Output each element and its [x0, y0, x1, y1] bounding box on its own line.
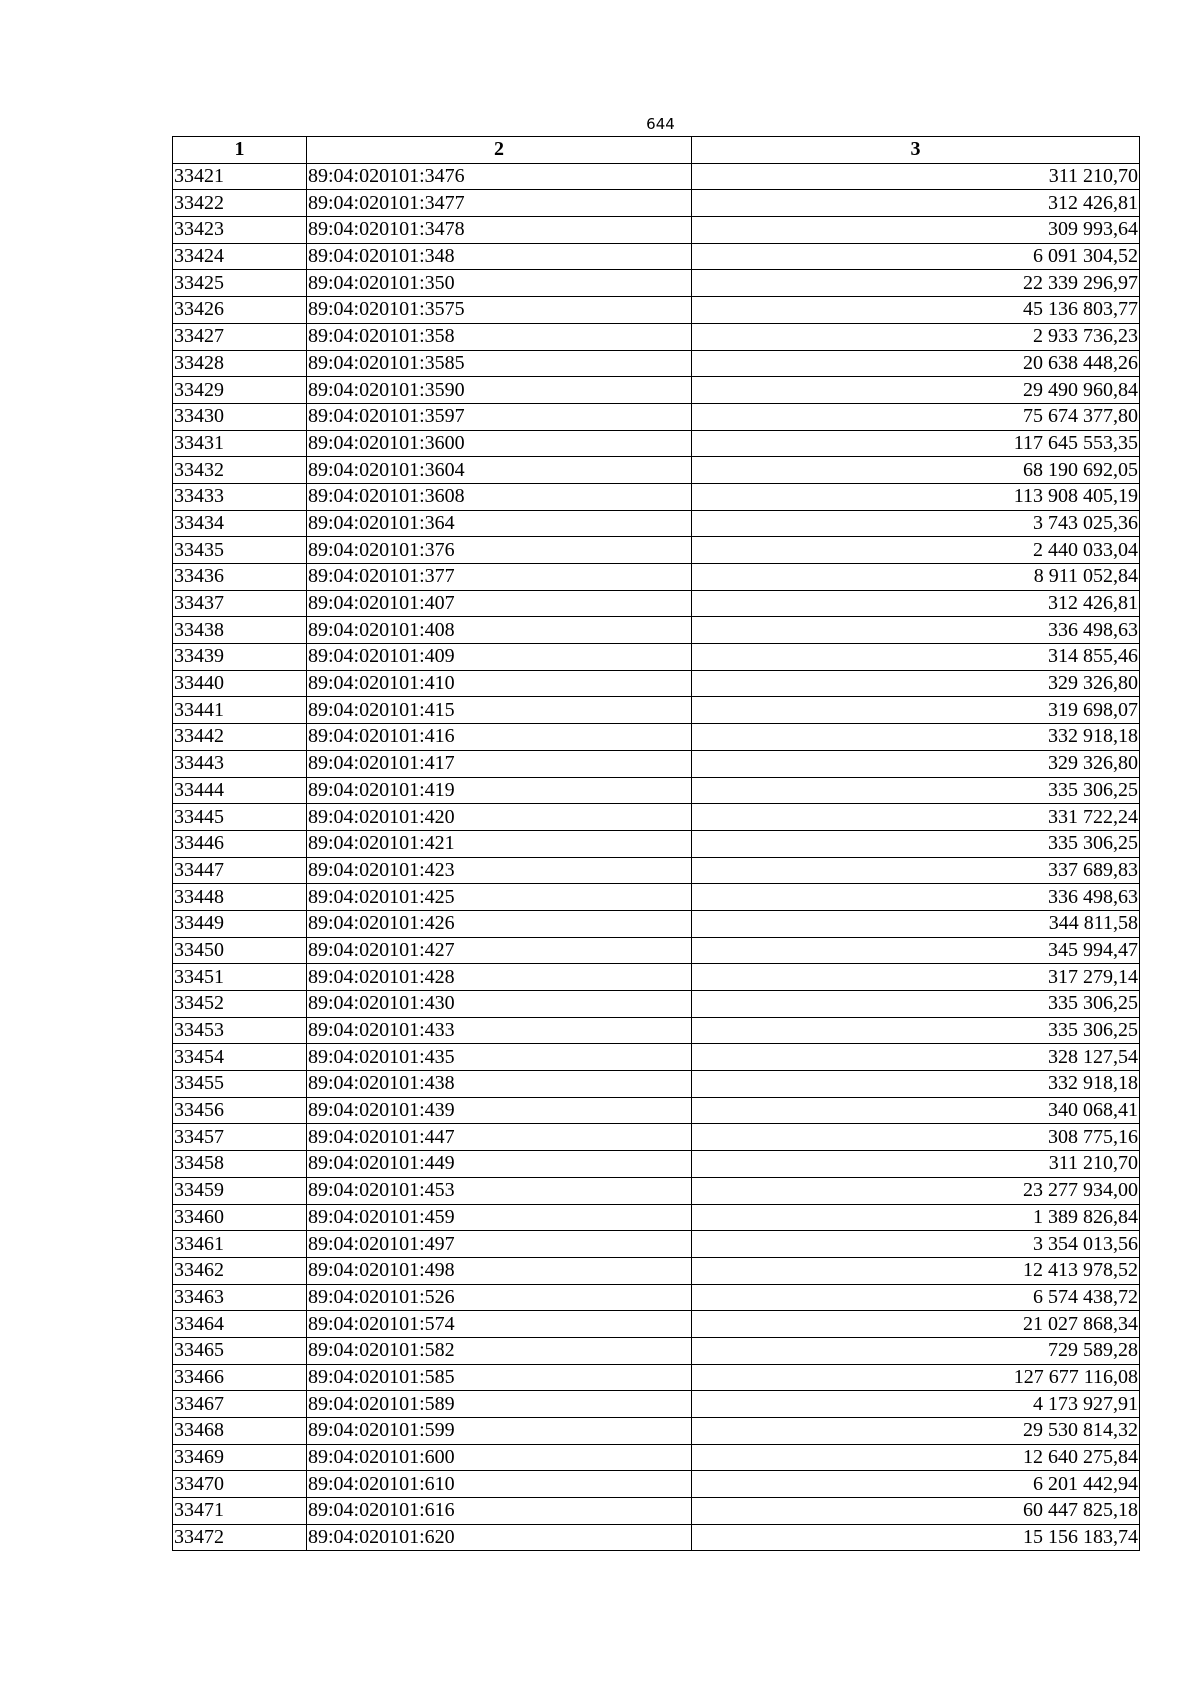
value-cell: 113 908 405,19 [692, 483, 1140, 510]
row-number-cell: 33468 [173, 1418, 307, 1445]
value-cell: 6 574 438,72 [692, 1284, 1140, 1311]
row-number-cell: 33427 [173, 323, 307, 350]
table-row [173, 644, 1140, 671]
cadastral-number-cell: 89:04:020101:574 [307, 1311, 692, 1338]
cadastral-number-cell: 89:04:020101:447 [307, 1124, 692, 1151]
table-row [173, 1364, 1140, 1391]
cadastral-number-cell: 89:04:020101:416 [307, 724, 692, 751]
table-row [173, 697, 1140, 724]
row-number-cell: 33438 [173, 617, 307, 644]
table-row [173, 1204, 1140, 1231]
data-table [172, 136, 1140, 1551]
value-cell: 344 811,58 [692, 910, 1140, 937]
row-number-cell: 33443 [173, 750, 307, 777]
table-row [173, 1017, 1140, 1044]
table-row [173, 1071, 1140, 1098]
table-row [173, 1444, 1140, 1471]
row-number-cell: 33467 [173, 1391, 307, 1418]
value-cell: 8 911 052,84 [692, 564, 1140, 591]
cadastral-number-cell: 89:04:020101:610 [307, 1471, 692, 1498]
cadastral-number-cell: 89:04:020101:616 [307, 1498, 692, 1525]
row-number-cell: 33463 [173, 1284, 307, 1311]
value-cell: 319 698,07 [692, 697, 1140, 724]
table-row [173, 910, 1140, 937]
row-number-cell: 33462 [173, 1257, 307, 1284]
cadastral-number-cell: 89:04:020101:600 [307, 1444, 692, 1471]
table-row [173, 857, 1140, 884]
cadastral-number-cell: 89:04:020101:526 [307, 1284, 692, 1311]
cadastral-number-cell: 89:04:020101:421 [307, 830, 692, 857]
column-header-2: 2 [307, 137, 692, 164]
row-number-cell: 33434 [173, 510, 307, 537]
table-row [173, 457, 1140, 484]
row-number-cell: 33449 [173, 910, 307, 937]
cadastral-number-cell: 89:04:020101:408 [307, 617, 692, 644]
row-number-cell: 33447 [173, 857, 307, 884]
row-number-cell: 33441 [173, 697, 307, 724]
row-number-cell: 33464 [173, 1311, 307, 1338]
value-cell: 127 677 116,08 [692, 1364, 1140, 1391]
table-row [173, 884, 1140, 911]
row-number-cell: 33436 [173, 564, 307, 591]
table-row [173, 430, 1140, 457]
value-cell: 2 933 736,23 [692, 323, 1140, 350]
row-number-cell: 33446 [173, 830, 307, 857]
value-cell: 12 640 275,84 [692, 1444, 1140, 1471]
value-cell: 12 413 978,52 [692, 1257, 1140, 1284]
row-number-cell: 33430 [173, 403, 307, 430]
value-cell: 311 210,70 [692, 1151, 1140, 1178]
table-row [173, 1151, 1140, 1178]
table-row [173, 510, 1140, 537]
value-cell: 329 326,80 [692, 670, 1140, 697]
cadastral-number-cell: 89:04:020101:459 [307, 1204, 692, 1231]
value-cell: 2 440 033,04 [692, 537, 1140, 564]
cadastral-number-cell: 89:04:020101:3600 [307, 430, 692, 457]
row-number-cell: 33452 [173, 991, 307, 1018]
cadastral-number-cell: 89:04:020101:3597 [307, 403, 692, 430]
value-cell: 317 279,14 [692, 964, 1140, 991]
cadastral-number-cell: 89:04:020101:433 [307, 1017, 692, 1044]
row-number-cell: 33435 [173, 537, 307, 564]
cadastral-number-cell: 89:04:020101:582 [307, 1337, 692, 1364]
row-number-cell: 33455 [173, 1071, 307, 1098]
value-cell: 29 490 960,84 [692, 377, 1140, 404]
value-cell: 729 589,28 [692, 1337, 1140, 1364]
row-number-cell: 33423 [173, 217, 307, 244]
cadastral-number-cell: 89:04:020101:3477 [307, 190, 692, 217]
value-cell: 6 201 442,94 [692, 1471, 1140, 1498]
row-number-cell: 33425 [173, 270, 307, 297]
cadastral-number-cell: 89:04:020101:3476 [307, 163, 692, 190]
row-number-cell: 33457 [173, 1124, 307, 1151]
table-row [173, 403, 1140, 430]
cadastral-number-cell: 89:04:020101:428 [307, 964, 692, 991]
row-number-cell: 33448 [173, 884, 307, 911]
table-row [173, 1391, 1140, 1418]
table-row [173, 991, 1140, 1018]
row-number-cell: 33451 [173, 964, 307, 991]
cadastral-number-cell: 89:04:020101:358 [307, 323, 692, 350]
value-cell: 29 530 814,32 [692, 1418, 1140, 1445]
value-cell: 117 645 553,35 [692, 430, 1140, 457]
value-cell: 336 498,63 [692, 884, 1140, 911]
value-cell: 22 339 296,97 [692, 270, 1140, 297]
value-cell: 309 993,64 [692, 217, 1140, 244]
table-row [173, 1231, 1140, 1258]
row-number-cell: 33471 [173, 1498, 307, 1525]
table-row [173, 1498, 1140, 1525]
value-cell: 20 638 448,26 [692, 350, 1140, 377]
cadastral-number-cell: 89:04:020101:585 [307, 1364, 692, 1391]
value-cell: 314 855,46 [692, 644, 1140, 671]
table-row [173, 1337, 1140, 1364]
value-cell: 328 127,54 [692, 1044, 1140, 1071]
table-row [173, 937, 1140, 964]
table-row [173, 830, 1140, 857]
row-number-cell: 33421 [173, 163, 307, 190]
cadastral-number-cell: 89:04:020101:377 [307, 564, 692, 591]
row-number-cell: 33444 [173, 777, 307, 804]
row-number-cell: 33440 [173, 670, 307, 697]
table-row [173, 217, 1140, 244]
row-number-cell: 33456 [173, 1097, 307, 1124]
value-cell: 340 068,41 [692, 1097, 1140, 1124]
cadastral-number-cell: 89:04:020101:498 [307, 1257, 692, 1284]
value-cell: 75 674 377,80 [692, 403, 1140, 430]
table-row [173, 777, 1140, 804]
row-number-cell: 33445 [173, 804, 307, 831]
table-row [173, 377, 1140, 404]
cadastral-number-cell: 89:04:020101:435 [307, 1044, 692, 1071]
page-number: 644 [646, 115, 675, 133]
value-cell: 4 173 927,91 [692, 1391, 1140, 1418]
value-cell: 60 447 825,18 [692, 1498, 1140, 1525]
cadastral-number-cell: 89:04:020101:3575 [307, 297, 692, 324]
row-number-cell: 33422 [173, 190, 307, 217]
value-cell: 6 091 304,52 [692, 243, 1140, 270]
table-row [173, 243, 1140, 270]
table-row [173, 1524, 1140, 1551]
table-row [173, 1418, 1140, 1445]
table-row [173, 617, 1140, 644]
row-number-cell: 33450 [173, 937, 307, 964]
cadastral-number-cell: 89:04:020101:497 [307, 1231, 692, 1258]
cadastral-number-cell: 89:04:020101:376 [307, 537, 692, 564]
value-cell: 335 306,25 [692, 777, 1140, 804]
row-number-cell: 33459 [173, 1177, 307, 1204]
table-row [173, 297, 1140, 324]
value-cell: 23 277 934,00 [692, 1177, 1140, 1204]
row-number-cell: 33466 [173, 1364, 307, 1391]
table-row [173, 750, 1140, 777]
column-header-3: 3 [692, 137, 1140, 164]
row-number-cell: 33453 [173, 1017, 307, 1044]
cadastral-number-cell: 89:04:020101:3590 [307, 377, 692, 404]
value-cell: 68 190 692,05 [692, 457, 1140, 484]
value-cell: 335 306,25 [692, 1017, 1140, 1044]
row-number-cell: 33432 [173, 457, 307, 484]
value-cell: 3 743 025,36 [692, 510, 1140, 537]
value-cell: 337 689,83 [692, 857, 1140, 884]
value-cell: 329 326,80 [692, 750, 1140, 777]
row-number-cell: 33460 [173, 1204, 307, 1231]
table-body [173, 163, 1140, 1551]
table-row [173, 1257, 1140, 1284]
cadastral-number-cell: 89:04:020101:3478 [307, 217, 692, 244]
row-number-cell: 33472 [173, 1524, 307, 1551]
table-row [173, 270, 1140, 297]
cadastral-number-cell: 89:04:020101:420 [307, 804, 692, 831]
value-cell: 335 306,25 [692, 830, 1140, 857]
row-number-cell: 33433 [173, 483, 307, 510]
table-row [173, 1044, 1140, 1071]
cadastral-number-cell: 89:04:020101:415 [307, 697, 692, 724]
row-number-cell: 33426 [173, 297, 307, 324]
cadastral-number-cell: 89:04:020101:427 [307, 937, 692, 964]
table-row [173, 804, 1140, 831]
value-cell: 1 389 826,84 [692, 1204, 1140, 1231]
value-cell: 15 156 183,74 [692, 1524, 1140, 1551]
table-row [173, 564, 1140, 591]
table-row [173, 964, 1140, 991]
table-row [173, 1124, 1140, 1151]
value-cell: 45 136 803,77 [692, 297, 1140, 324]
table-row [173, 483, 1140, 510]
cadastral-number-cell: 89:04:020101:409 [307, 644, 692, 671]
table-row [173, 190, 1140, 217]
value-cell: 345 994,47 [692, 937, 1140, 964]
column-header-1: 1 [173, 137, 307, 164]
value-cell: 331 722,24 [692, 804, 1140, 831]
cadastral-number-cell: 89:04:020101:3585 [307, 350, 692, 377]
table-row [173, 1471, 1140, 1498]
row-number-cell: 33469 [173, 1444, 307, 1471]
value-cell: 21 027 868,34 [692, 1311, 1140, 1338]
row-number-cell: 33470 [173, 1471, 307, 1498]
cadastral-number-cell: 89:04:020101:438 [307, 1071, 692, 1098]
cadastral-number-cell: 89:04:020101:449 [307, 1151, 692, 1178]
row-number-cell: 33454 [173, 1044, 307, 1071]
cadastral-number-cell: 89:04:020101:419 [307, 777, 692, 804]
cadastral-number-cell: 89:04:020101:407 [307, 590, 692, 617]
table-row [173, 724, 1140, 751]
row-number-cell: 33431 [173, 430, 307, 457]
cadastral-number-cell: 89:04:020101:350 [307, 270, 692, 297]
cadastral-number-cell: 89:04:020101:364 [307, 510, 692, 537]
cadastral-number-cell: 89:04:020101:426 [307, 910, 692, 937]
cadastral-number-cell: 89:04:020101:3608 [307, 483, 692, 510]
row-number-cell: 33442 [173, 724, 307, 751]
table-row [173, 670, 1140, 697]
row-number-cell: 33465 [173, 1337, 307, 1364]
cadastral-number-cell: 89:04:020101:417 [307, 750, 692, 777]
row-number-cell: 33437 [173, 590, 307, 617]
value-cell: 3 354 013,56 [692, 1231, 1140, 1258]
table-row [173, 537, 1140, 564]
table-row [173, 1311, 1140, 1338]
cadastral-number-cell: 89:04:020101:410 [307, 670, 692, 697]
table-row [173, 1284, 1140, 1311]
value-cell: 312 426,81 [692, 190, 1140, 217]
value-cell: 332 918,18 [692, 724, 1140, 751]
value-cell: 336 498,63 [692, 617, 1140, 644]
value-cell: 335 306,25 [692, 991, 1140, 1018]
row-number-cell: 33458 [173, 1151, 307, 1178]
cadastral-number-cell: 89:04:020101:439 [307, 1097, 692, 1124]
cadastral-number-cell: 89:04:020101:423 [307, 857, 692, 884]
value-cell: 311 210,70 [692, 163, 1140, 190]
row-number-cell: 33429 [173, 377, 307, 404]
row-number-cell: 33439 [173, 644, 307, 671]
cadastral-number-cell: 89:04:020101:620 [307, 1524, 692, 1551]
cadastral-number-cell: 89:04:020101:3604 [307, 457, 692, 484]
cadastral-number-cell: 89:04:020101:348 [307, 243, 692, 270]
table-row [173, 163, 1140, 190]
cadastral-number-cell: 89:04:020101:599 [307, 1418, 692, 1445]
table-header-row [173, 137, 1140, 164]
row-number-cell: 33424 [173, 243, 307, 270]
table-row [173, 1097, 1140, 1124]
row-number-cell: 33428 [173, 350, 307, 377]
cadastral-number-cell: 89:04:020101:453 [307, 1177, 692, 1204]
table-row [173, 323, 1140, 350]
value-cell: 332 918,18 [692, 1071, 1140, 1098]
cadastral-number-cell: 89:04:020101:430 [307, 991, 692, 1018]
row-number-cell: 33461 [173, 1231, 307, 1258]
value-cell: 312 426,81 [692, 590, 1140, 617]
table-row [173, 350, 1140, 377]
value-cell: 308 775,16 [692, 1124, 1140, 1151]
table-row [173, 1177, 1140, 1204]
cadastral-number-cell: 89:04:020101:425 [307, 884, 692, 911]
cadastral-number-cell: 89:04:020101:589 [307, 1391, 692, 1418]
table-row [173, 590, 1140, 617]
